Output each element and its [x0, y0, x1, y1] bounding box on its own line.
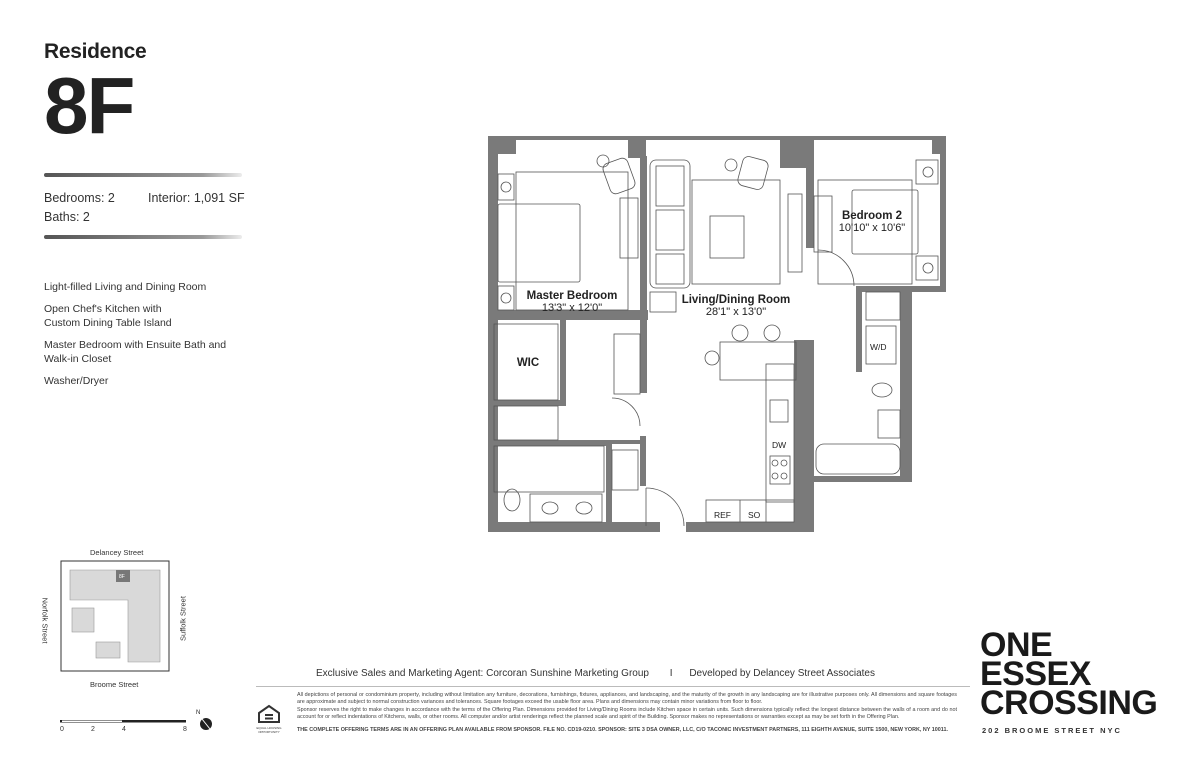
logo-line-crossing: CROSSING	[980, 684, 1158, 722]
floor-plan	[480, 128, 950, 538]
equal-housing-icon	[256, 704, 282, 724]
footer-separator: I	[669, 668, 673, 679]
coffee-table	[710, 216, 744, 258]
bedrooms-spec: Bedrooms: 2	[44, 191, 115, 205]
sofa-cushion	[656, 254, 684, 284]
dishwasher-label: DW	[772, 440, 787, 450]
interior-spec: Interior: 1,091 SF	[148, 191, 245, 205]
bedroom2-dims: 10'10" x 10'6"	[838, 222, 906, 234]
wall-master-east	[640, 156, 647, 308]
armchair	[601, 157, 636, 196]
wall-hall	[640, 436, 646, 486]
keyplan-south-street: Broome Street	[90, 680, 139, 689]
nightstand	[498, 174, 514, 200]
oven-label: SO	[748, 510, 761, 520]
door-swing	[612, 398, 640, 426]
stool	[705, 351, 719, 365]
column-n1	[628, 136, 646, 158]
keyplan-west-street: Norfolk Street	[40, 597, 50, 644]
scale-label: 0	[60, 726, 64, 733]
living-dining-name: Living/Dining Room	[681, 294, 791, 306]
dresser	[620, 198, 638, 258]
feature-item: Open Chef's Kitchen with Custom Dining Table Island	[44, 303, 172, 329]
cooktop	[770, 456, 790, 484]
nightstand	[916, 256, 938, 280]
keyplan-east-street: Suffolk Street	[178, 596, 188, 641]
lamp-icon	[923, 167, 933, 177]
legal-offering: THE COMPLETE OFFERING TERMS ARE IN AN OFFERING PLAN AVAILABLE FROM SPONSOR. FILE NO. CD19-0210. SPONSOR: SITE 3 DSA OWNER, LLC, C/O TACONIC INVESTMENT PARTNERS, 111 EIGHTH AVENUE, SUITE 1500, NEW YORK, NY 10011.	[297, 727, 948, 733]
footer-rule	[256, 686, 970, 687]
brush-divider-bottom	[44, 235, 242, 239]
legal-disclaimer: Sponsor reserves the right to make changes in accordance with the terms of the Offering Plan. Dimensions provided for Living/Dining Rooms include Kitchen space in certain units. Such dimensions typically reflect the longest distance between the walls of a room and do not account for or reflect indentations of Kitchens, walls, or other rooms. All computer and/or artist renderings reflect the planned scale and spirit of the Building. Sponsor makes no representations or warranties except as may be set forth in the Offering Plan.	[297, 707, 957, 720]
wall-west	[488, 136, 498, 532]
lamp-icon	[923, 263, 933, 273]
side-table	[597, 155, 609, 167]
living-dining-label	[670, 294, 802, 318]
wall-wic-east	[560, 320, 566, 406]
master-bed	[498, 204, 580, 282]
master-bedroom-dims: 13'3" x 12'0"	[541, 302, 603, 314]
sofa-cushion	[656, 166, 684, 206]
double-vanity	[530, 494, 602, 522]
residence-number: 8F	[44, 61, 134, 150]
wall-master-east-lower	[640, 308, 647, 393]
toilet	[872, 383, 892, 397]
feature-item: Light-filled Living and Dining Room	[44, 281, 207, 293]
nightstand	[498, 286, 514, 310]
armchair	[737, 155, 770, 191]
sales-agent: Exclusive Sales and Marketing Agent: Corcoran Sunshine Marketing Group	[316, 668, 649, 679]
master-bedroom-name: Master Bedroom	[526, 290, 618, 302]
lamp-icon	[501, 293, 511, 303]
developer: Developed by Delancey Street Associates	[689, 668, 875, 679]
vanity	[878, 410, 900, 438]
feature-item: Washer/Dryer	[44, 375, 109, 387]
lamp-icon	[501, 182, 511, 192]
sofa-cushion	[656, 210, 684, 250]
keyplan-north-street: Delancey Street	[90, 548, 144, 557]
closet	[866, 292, 900, 320]
scale-label: 2	[91, 726, 95, 733]
north-arrow-label: N	[196, 710, 201, 716]
equal-housing-text: EQUAL HOUSING OPPORTUNITY	[256, 726, 282, 734]
stool	[732, 325, 748, 341]
wall-bath-north	[488, 440, 612, 446]
keyplan-map	[60, 560, 172, 674]
wall-east	[940, 136, 946, 292]
shower	[494, 446, 604, 492]
window-n1	[516, 136, 628, 140]
wall-south-left	[488, 522, 660, 532]
closet	[614, 334, 640, 394]
wall-kitchen-east	[794, 340, 814, 532]
feature-item: Master Bedroom with Ensuite Bath and Walk-in Closet	[44, 339, 227, 365]
wall-wd	[856, 290, 862, 372]
wall-bath-east	[606, 440, 612, 522]
door-swing	[818, 250, 854, 286]
wic-name: WIC	[516, 357, 540, 369]
washer-dryer-label: W/D	[870, 342, 887, 352]
keyplan-unit-label: 8F	[119, 574, 125, 580]
refrigerator-label: REF	[714, 510, 731, 520]
legal-disclaimer: All depictions of personal or condominium property, including without limitation any furniture, decorations, furnishings, fixtures, appliances, and landscaping, and the maturity of the growth in any landscaping are for illustrative purposes only. All dimensions and square footages are approximate and subject to normal construction variances and tolerances. Square footages exceed the usable floor area. Plans and dimensions may contain minor variations from floor to floor.	[297, 692, 957, 705]
bath-closet	[494, 406, 558, 440]
living-rug	[692, 180, 780, 284]
bathtub	[816, 444, 900, 474]
scale-label: 8	[183, 726, 187, 733]
building-address: 202 BROOME STREET NYC	[982, 726, 1122, 735]
logo-line-one: ONE	[980, 626, 1053, 664]
master-bedroom-label	[516, 290, 628, 314]
wall-south-right	[686, 522, 794, 532]
window-n3	[814, 136, 932, 140]
wall-east-bath	[900, 286, 912, 482]
wic-label	[508, 357, 548, 369]
scale-label: 4	[122, 726, 126, 733]
stool	[764, 325, 780, 341]
agent-line	[316, 668, 879, 679]
baths-spec: Baths: 2	[44, 210, 90, 224]
bedroom2-label	[826, 210, 918, 234]
column-nw	[488, 136, 516, 154]
residence-label: Residence	[44, 40, 147, 63]
brush-divider-top	[44, 173, 242, 177]
wall-bed2-west	[806, 156, 814, 248]
entry-door-swing	[646, 488, 684, 526]
living-dining-dims: 28'1" x 13'0"	[705, 306, 767, 318]
media-console	[788, 194, 802, 272]
nightstand	[916, 160, 938, 184]
closet	[612, 450, 638, 490]
bedroom2-name: Bedroom 2	[841, 210, 903, 222]
wall-wic-south	[488, 400, 560, 406]
sink	[770, 400, 788, 422]
kitchen-island	[720, 342, 796, 380]
logo-line-essex: ESSEX	[980, 655, 1091, 693]
north-arrow-icon	[198, 716, 214, 732]
window-n2	[646, 136, 780, 140]
side-table	[725, 159, 737, 171]
